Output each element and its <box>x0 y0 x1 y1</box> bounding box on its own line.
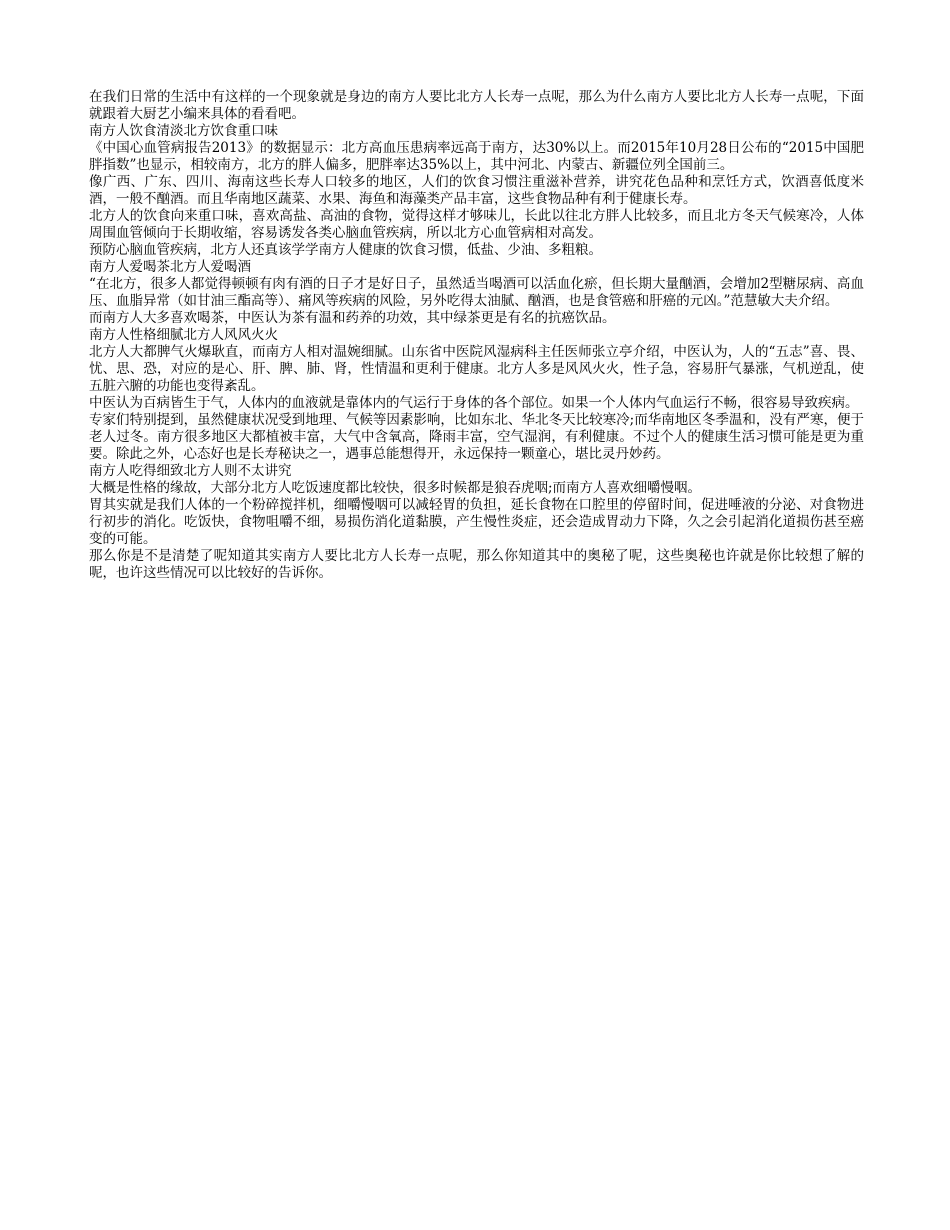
paragraph-report-data: 《中国心血管病报告2013》的数据显示：北方高血压患病率远高于南方，达30%以上。而2015年10月28日公布的“2015中国肥胖指数”也显示，相较南方，北方的胖人偏多，肥胖率达35%以上，其中河北、内蒙古、新疆位列全国前三。 <box>89 140 864 173</box>
paragraph-eating-speed: 大概是性格的缘故，大部分北方人吃饭速度都比较快，很多时候都是狼吞虎咽;而南方人喜欢细嚼慢咽。 <box>89 480 702 496</box>
paragraph-north-diet: 北方人的饮食向来重口味，喜欢高盐、高油的食物，觉得这样才够味儿，长此以往北方胖人比较多，而且北方冬天气候寒冷，人体周围血管倾向于长期收缩，容易诱发各类心脑血管疾病，所以北方心血管病相对高发。 <box>89 208 864 241</box>
intro-paragraph: 在我们日常的生活中有这样的一个现象就是身边的南方人要比北方人长寿一点呢，那么为什么南方人要比北方人长寿一点呢，下面就跟着大厨艺小编来具体的看看吧。 <box>89 89 864 122</box>
paragraph-temperament: 北方人大都脾气火爆耿直，而南方人相对温婉细腻。山东省中医院风湿病科主任医师张立亭介绍，中医认为，人的“五志”喜、畏、忧、思、恐，对应的是心、肝、脾、肺、肾，性情温和更利于健康。北方人多是风风火火，性子急，容易肝气暴涨，气机逆乱，使五脏六腑的功能也变得紊乱。 <box>89 344 864 394</box>
section-heading-diet: 南方人饮食清淡北方饮食重口味 <box>89 123 278 139</box>
paragraph-experts: 专家们特别提到，虽然健康状况受到地理、气候等因素影响，比如东北、华北冬天比较寒冷;而华南地区冬季温和，没有严寒，便于老人过冬。南方很多地区大都植被丰富，大气中含氧高，降雨丰富，空气湿润，有利健康。不过个人的健康生活习惯可能是更为重要。除此之外，心态好也是长寿秘诀之一，遇事总能想得开，永远保持一颗童心，堪比灵丹妙药。 <box>89 412 864 462</box>
paragraph-qi: 中医认为百病皆生于气，人体内的血液就是靠体内的气运行于身体的各个部位。如果一个人体内气血运行不畅，很容易导致疾病。 <box>89 395 859 411</box>
paragraph-stomach: 胃其实就是我们人体的一个粉碎搅拌机，细嚼慢咽可以减轻胃的负担，延长食物在口腔里的停留时间，促进唾液的分泌、对食物进行初步的消化。吃饭快，食物咀嚼不细，易损伤消化道黏膜，产生慢性炎症，还会造成胃动力下降，久之会引起消化道损伤甚至癌变的可能。 <box>89 497 864 547</box>
paragraph-doctor-quote: “在北方，很多人都觉得顿顿有肉有酒的日子才是好日子，虽然适当喝酒可以活血化瘀，但长期大量酗酒，会增加2型糖尿病、高血压、血脂异常（如甘油三酯高等）、痛风等疾病的风险，另外吃得太油腻、酗酒，也是食管癌和肝癌的元凶。”范慧敏大夫介绍。 <box>89 276 864 309</box>
paragraph-south-diet: 像广西、广东、四川、海南这些长寿人口较多的地区，人们的饮食习惯注重滋补营养，讲究花色品种和烹饪方式，饮酒喜低度米酒，一般不酗酒。而且华南地区蔬菜、水果、海鱼和海藻类产品丰富，这些食物品种有利于健康长寿。 <box>89 174 864 207</box>
article-body <box>89 89 864 582</box>
section-heading-eating: 南方人吃得细致北方人则不太讲究 <box>89 463 292 479</box>
conclusion-paragraph: 那么你是不是清楚了呢知道其实南方人要比北方人长寿一点呢，那么你知道其中的奥秘了呢，这些奥秘也许就是你比较想了解的呢，也许这些情况可以比较好的告诉你。 <box>89 548 864 581</box>
paragraph-prevention: 预防心脑血管疾病，北方人还真该学学南方人健康的饮食习惯，低盐、少油、多粗粮。 <box>89 242 602 258</box>
section-heading-temperament: 南方人性格细腻北方人风风火火 <box>89 327 278 343</box>
paragraph-tea: 而南方人大多喜欢喝茶，中医认为茶有温和药养的功效，其中绿茶更是有名的抗癌饮品。 <box>89 310 616 326</box>
section-heading-tea-wine: 南方人爱喝茶北方人爱喝酒 <box>89 259 251 275</box>
